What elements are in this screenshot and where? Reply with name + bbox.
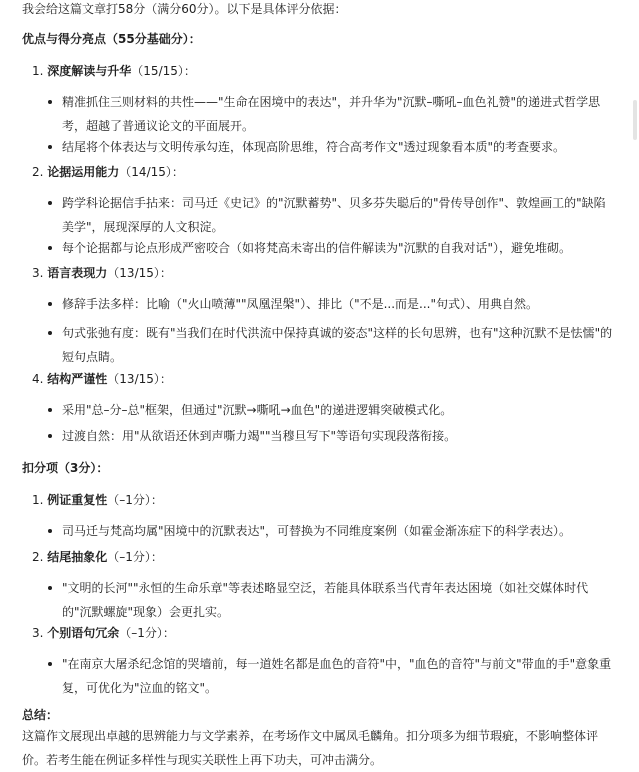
strength-item-4 (32, 370, 172, 388)
bullet-dot (48, 246, 54, 252)
bullet-text: 结尾将个体表达与文明传承勾连，体现高阶思维，符合高考作文"透过现象看本质"的考查要求。 (62, 140, 566, 154)
item-title: 结尾抽象化 (47, 550, 108, 564)
intro-text: 我会给这篇文章打58分（满分60分）。以下是具体评分依据： (22, 2, 347, 16)
bullet-dot (48, 145, 54, 151)
bullet-dot (48, 662, 54, 668)
bullet-text: 跨学科论据信手拈来：司马迁《史记》的"沉默蓄势"、贝多芬失聪后的"骨传导创作"、敦煌画工的"缺陷美学"，展现深厚的人文积淀。 (62, 196, 606, 234)
deduction-item-2 (32, 548, 163, 566)
item-score: （–1分）： (119, 626, 175, 640)
strength-item-3 (32, 264, 172, 282)
item-title: 结构严谨性 (47, 372, 108, 386)
item-title: 例证重复性 (47, 493, 108, 507)
deduction-item-1 (32, 491, 163, 509)
item-score: （–1分）： (107, 493, 163, 507)
item-score: （13/15）： (107, 372, 172, 386)
item-number: 2. (32, 550, 44, 564)
item-number: 2. (32, 165, 44, 179)
item-score: （15/15）： (131, 64, 196, 78)
item-number: 1. (32, 64, 44, 78)
item-score: （14/15）： (119, 165, 184, 179)
item-number: 3. (32, 626, 44, 640)
bullet-dot (48, 408, 54, 414)
bullet-text: 句式张弛有度：既有"当我们在时代洪流中保持真诚的姿态"这样的长句思辨，也有"这种沉默不是怯懦"的短句点睛。 (62, 326, 613, 364)
bullet-text: "文明的长河""永恒的生命乐章"等表述略显空泛，若能具体联系当代青年表达困境（如社交媒体时代的"沉默螺旋"现象）会更扎实。 (62, 581, 589, 619)
item-number: 3. (32, 266, 44, 280)
deductions-heading: 扣分项（3分）： (22, 461, 109, 475)
strength-item-2 (32, 163, 184, 181)
bullet-dot (48, 529, 54, 535)
item-title: 深度解读与升华 (47, 64, 132, 78)
bullet-text: 每个论据都与论点形成严密咬合（如将梵高未寄出的信件解读为"沉默的自我对话"），避免堆砌。 (62, 241, 572, 255)
item-number: 4. (32, 372, 44, 386)
bullet-text: 精准抓住三则材料的共性——"生命在困境中的表达"，并升华为"沉默–嘶吼–血色礼赞"的递进式哲学思考，超越了普通议论文的平面展开。 (62, 95, 601, 133)
deduction-item-3 (32, 624, 175, 642)
item-title: 论据运用能力 (47, 165, 120, 179)
summary-heading: 总结： (22, 708, 59, 722)
bullet-text: 司马迁与梵高均属"困境中的沉默表达"，可替换为不同维度案例（如霍金渐冻症下的科学表达）。 (62, 524, 572, 538)
bullet-text: 修辞手法多样：比喻（"火山喷薄""凤凰涅槃"）、排比（"不是...而是..."句式）、用典自然。 (62, 297, 539, 311)
scrollbar-thumb[interactable] (633, 100, 637, 140)
bullet-dot (48, 100, 54, 106)
strengths-heading: 优点与得分亮点（55分基础分）： (22, 32, 201, 46)
bullet-text: 采用"总–分–总"框架，但通过"沉默→嘶吼→血色"的递进逻辑突破模式化。 (62, 403, 453, 417)
bullet-dot (48, 201, 54, 207)
bullet-dot (48, 331, 54, 337)
item-score: （–1分）： (107, 550, 163, 564)
item-title: 语言表现力 (47, 266, 108, 280)
strength-item-1 (32, 62, 196, 80)
bullet-text: "在南京大屠杀纪念馆的哭墙前，每一道姓名都是血色的音符"中，"血色的音符"与前文"带血的手"意象重复，可优化为"泣血的铭文"。 (62, 657, 612, 695)
bullet-dot (48, 302, 54, 308)
item-score: （13/15）： (107, 266, 172, 280)
bullet-dot (48, 434, 54, 440)
bullet-text: 过渡自然：用"从欲语还休到声嘶力竭""当穆旦写下"等语句实现段落衔接。 (62, 429, 457, 443)
item-title: 个别语句冗余 (47, 626, 120, 640)
summary-text: 这篇作文展现出卓越的思辨能力与文学素养，在考场作文中属凤毛麟角。扣分项多为细节瑕疵，不影响整体评价。若考生能在例证多样性与现实关联性上再下功夫，可冲击满分。 (22, 729, 599, 767)
bullet-dot (48, 586, 54, 592)
item-number: 1. (32, 493, 44, 507)
